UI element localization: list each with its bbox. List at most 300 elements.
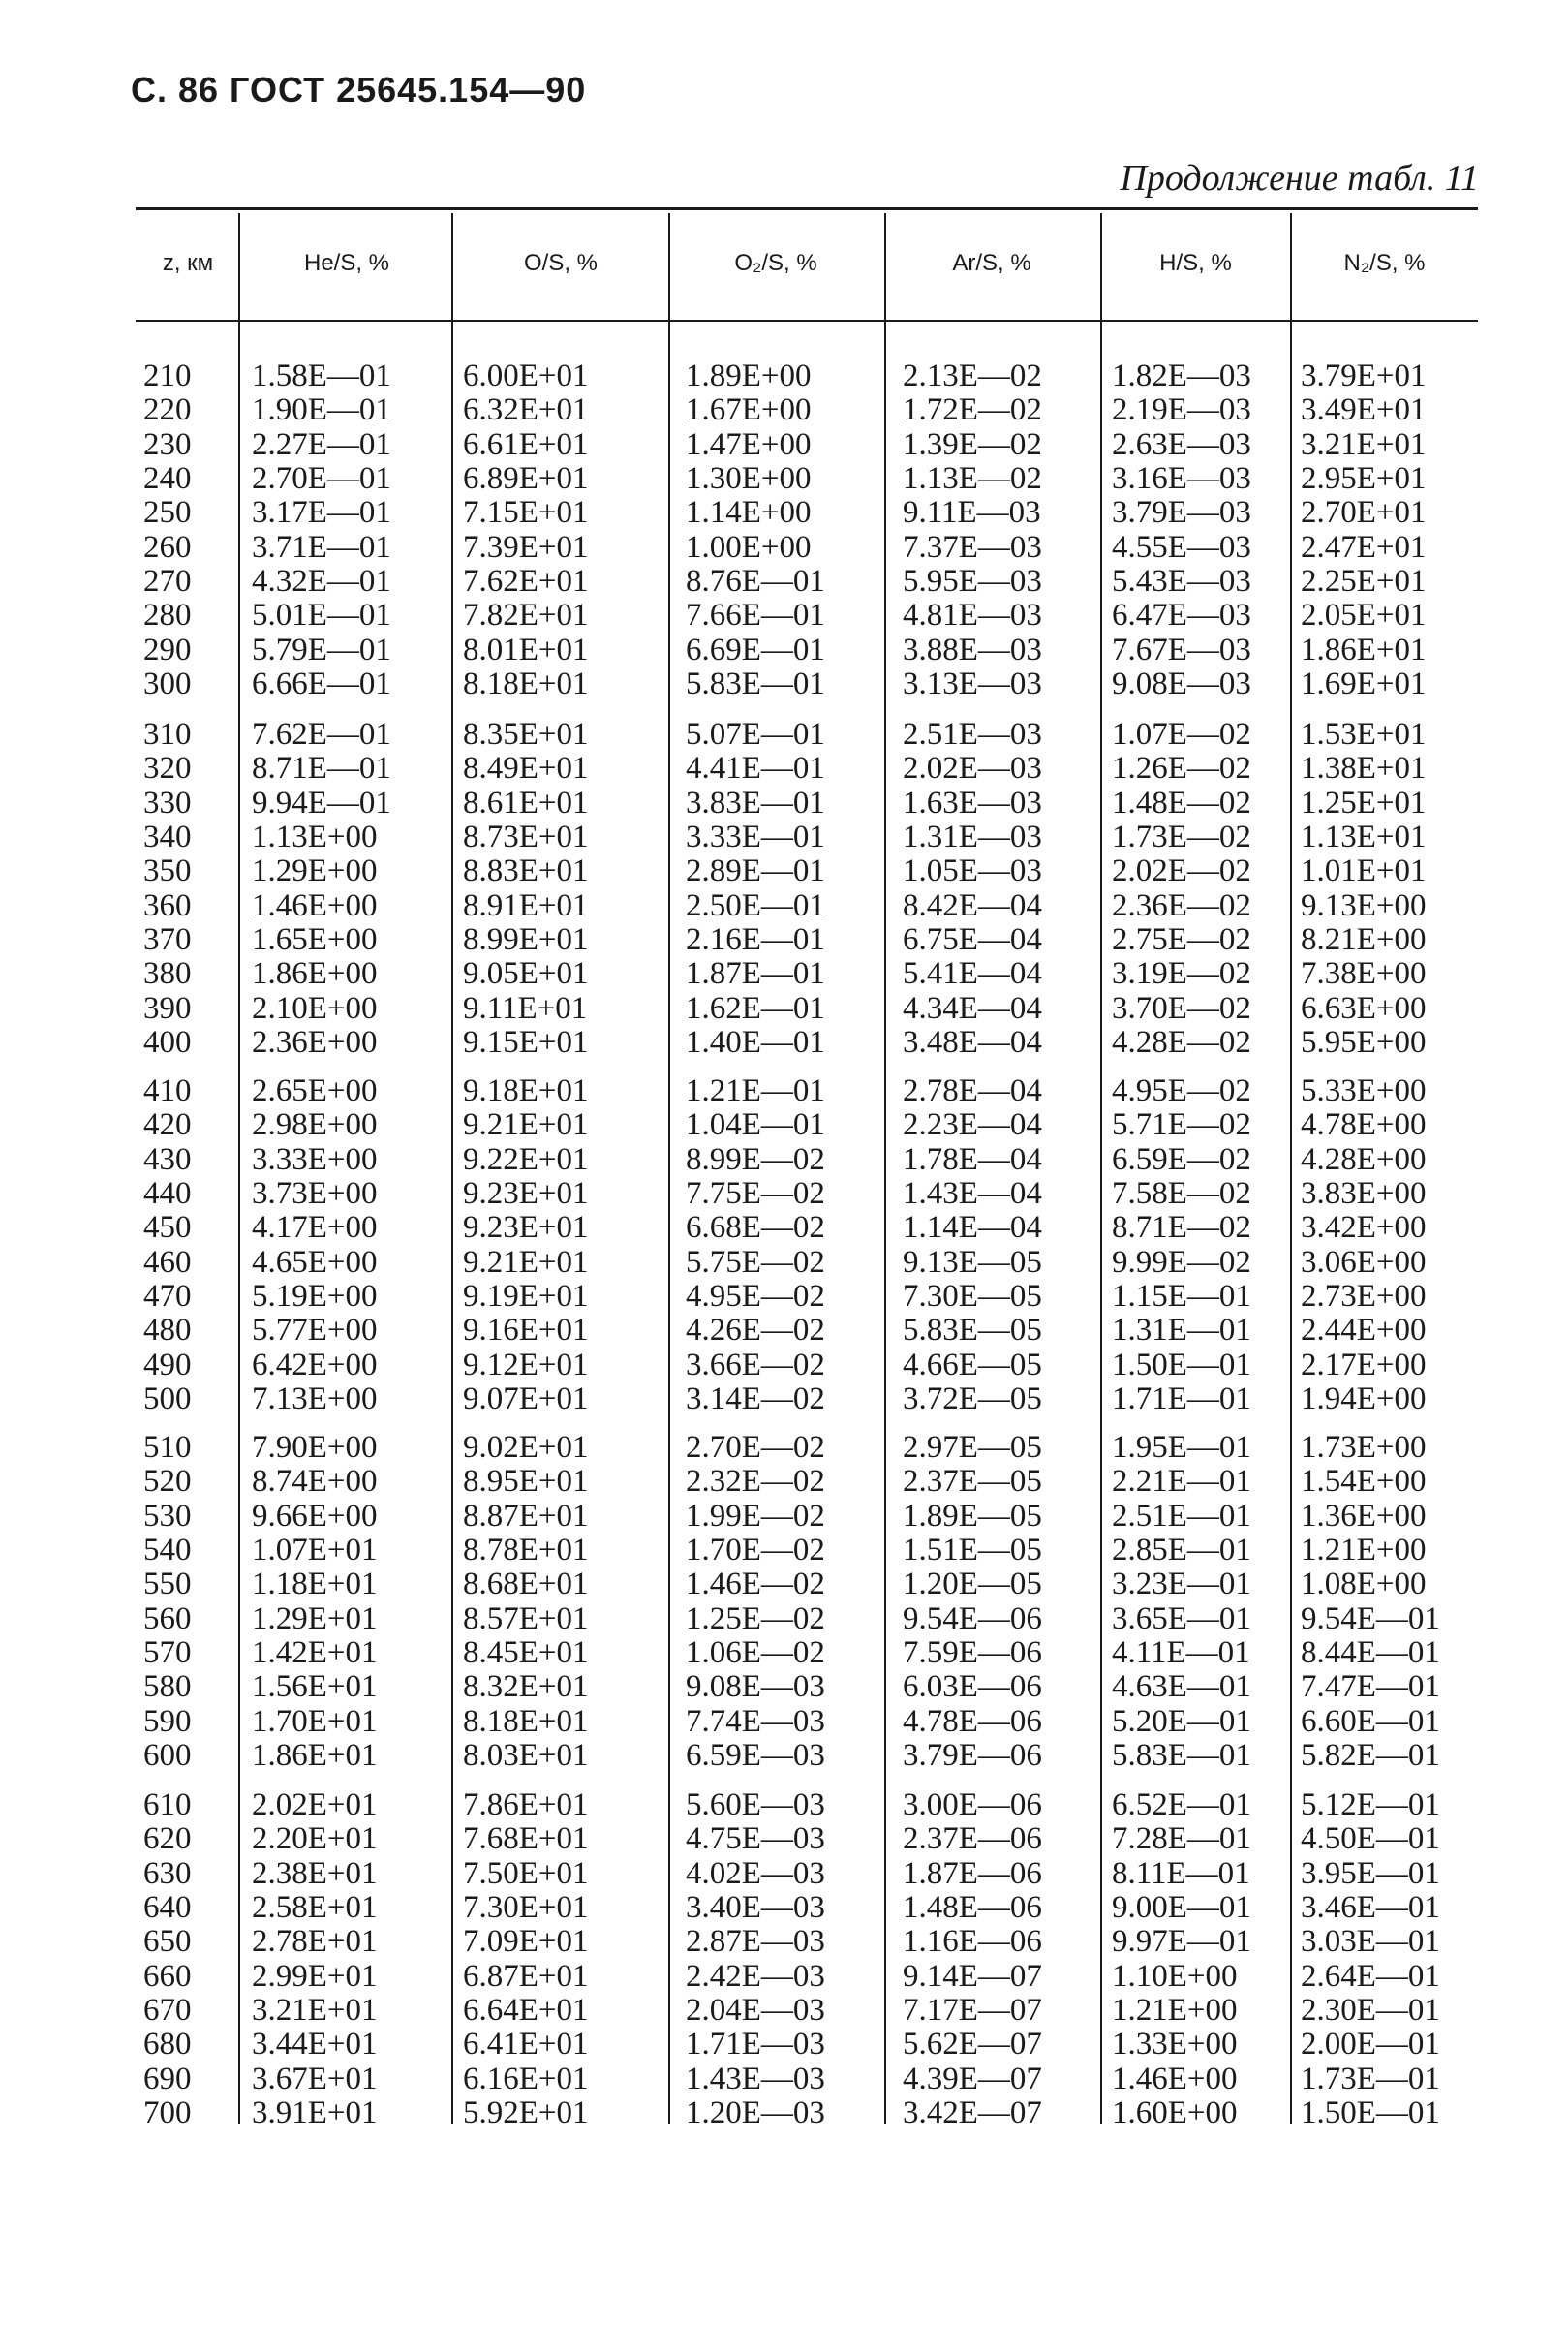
value-cell: 5.19E+00 <box>252 1279 378 1315</box>
value-cell: 5.62E—07 <box>903 2027 1042 2063</box>
value-cell: 2.97E—05 <box>903 1430 1042 1465</box>
column-divider <box>451 213 453 2124</box>
value-cell: 1.51E—05 <box>903 1533 1042 1568</box>
value-cell: 7.39E+01 <box>463 529 589 565</box>
value-cell: 3.40E—03 <box>686 1890 825 1926</box>
value-cell: 8.01E+01 <box>463 632 589 667</box>
column-divider <box>884 213 886 2124</box>
value-cell: 6.60E—01 <box>1301 1703 1440 1739</box>
value-cell: 1.90E—01 <box>252 392 391 428</box>
value-cell: 6.47E—03 <box>1112 598 1251 634</box>
value-cell: 1.06E—02 <box>686 1635 825 1671</box>
value-cell: 2.42E—03 <box>686 1958 825 1994</box>
value-cell: 9.99E—02 <box>1112 1244 1251 1280</box>
column-header: O/S, % <box>523 250 599 276</box>
value-cell: 1.46E+00 <box>1112 2061 1238 2096</box>
value-cell: 6.59E—03 <box>686 1738 825 1774</box>
value-cell: 1.04E—01 <box>686 1107 825 1143</box>
altitude-cell: 450 <box>143 1210 192 1246</box>
value-cell: 2.78E—04 <box>903 1073 1042 1108</box>
value-cell: 2.47E+01 <box>1301 529 1427 565</box>
value-cell: 4.17E+00 <box>252 1210 378 1246</box>
value-cell: 1.63E—03 <box>903 785 1042 821</box>
value-cell: 3.73E+00 <box>252 1176 378 1212</box>
value-cell: 1.43E—03 <box>686 2061 825 2096</box>
value-cell: 2.02E—03 <box>903 751 1042 787</box>
altitude-cell: 290 <box>143 632 192 667</box>
value-cell: 6.52E—01 <box>1112 1787 1251 1822</box>
value-cell: 1.21E+00 <box>1301 1533 1427 1568</box>
value-cell: 1.89E+00 <box>686 358 812 393</box>
altitude-cell: 560 <box>143 1600 192 1636</box>
value-cell: 1.30E+00 <box>686 461 812 497</box>
value-cell: 3.49E+01 <box>1301 392 1427 428</box>
value-cell: 5.83E—05 <box>903 1313 1042 1349</box>
value-cell: 8.95E+01 <box>463 1464 589 1500</box>
value-cell: 2.37E—06 <box>903 1821 1042 1857</box>
value-cell: 3.65E—01 <box>1112 1600 1251 1636</box>
value-cell: 1.13E—02 <box>903 461 1042 497</box>
value-cell: 2.51E—03 <box>903 717 1042 752</box>
value-cell: 5.07E—01 <box>686 717 825 752</box>
table-top-rule <box>136 207 1478 210</box>
value-cell: 2.89E—01 <box>686 853 825 889</box>
value-cell: 9.11E+01 <box>463 990 588 1026</box>
value-cell: 9.23E+01 <box>463 1210 589 1246</box>
value-cell: 8.76E—01 <box>686 564 825 600</box>
value-cell: 1.29E+00 <box>252 853 378 889</box>
column-divider <box>1100 213 1102 2124</box>
altitude-cell: 430 <box>143 1141 192 1177</box>
value-cell: 3.48E—04 <box>903 1025 1042 1061</box>
value-cell: 2.36E+00 <box>252 1025 378 1061</box>
value-cell: 7.47E—01 <box>1301 1669 1440 1705</box>
value-cell: 9.54E—01 <box>1301 1600 1440 1636</box>
value-cell: 4.66E—05 <box>903 1347 1042 1382</box>
value-cell: 2.37E—05 <box>903 1464 1042 1500</box>
value-cell: 1.48E—02 <box>1112 785 1251 821</box>
column-divider <box>238 213 240 2124</box>
altitude-cell: 640 <box>143 1890 192 1926</box>
value-cell: 1.70E+01 <box>252 1703 378 1739</box>
altitude-cell: 530 <box>143 1498 192 1534</box>
value-cell: 5.82E—01 <box>1301 1738 1440 1774</box>
value-cell: 2.70E+01 <box>1301 495 1427 531</box>
value-cell: 8.87E+01 <box>463 1498 589 1534</box>
column-header: Ar/S, % <box>952 250 1031 276</box>
altitude-cell: 660 <box>143 1958 192 1994</box>
altitude-cell: 250 <box>143 495 192 531</box>
value-cell: 3.79E—03 <box>1112 495 1251 531</box>
value-cell: 1.21E—01 <box>686 1073 825 1108</box>
value-cell: 7.90E+00 <box>252 1430 378 1465</box>
value-cell: 2.04E—03 <box>686 1993 825 2029</box>
value-cell: 9.11E—03 <box>903 495 1041 531</box>
altitude-cell: 230 <box>143 426 192 462</box>
column-header: He/S, % <box>303 250 390 276</box>
value-cell: 1.89E—05 <box>903 1498 1042 1534</box>
value-cell: 3.95E—01 <box>1301 1855 1440 1891</box>
value-cell: 2.21E—01 <box>1112 1464 1251 1500</box>
value-cell: 2.10E+00 <box>252 990 378 1026</box>
value-cell: 4.28E—02 <box>1112 1025 1251 1061</box>
value-cell: 2.25E+01 <box>1301 564 1427 600</box>
value-cell: 8.99E+01 <box>463 922 589 958</box>
value-cell: 3.42E—07 <box>903 2095 1042 2131</box>
altitude-cell: 300 <box>143 667 192 702</box>
value-cell: 6.16E+01 <box>463 2061 589 2096</box>
value-cell: 9.54E—06 <box>903 1600 1042 1636</box>
value-cell: 6.03E—06 <box>903 1669 1042 1705</box>
value-cell: 4.28E+00 <box>1301 1141 1427 1177</box>
value-cell: 3.67E+01 <box>252 2061 378 2096</box>
altitude-cell: 490 <box>143 1347 192 1382</box>
value-cell: 2.20E+01 <box>252 1821 378 1857</box>
value-cell: 2.05E+01 <box>1301 598 1427 634</box>
column-divider <box>668 213 670 2124</box>
value-cell: 7.13E+00 <box>252 1381 378 1417</box>
altitude-cell: 470 <box>143 1279 192 1315</box>
altitude-cell: 390 <box>143 990 192 1026</box>
value-cell: 1.60E+00 <box>1112 2095 1238 2131</box>
value-cell: 8.61E+01 <box>463 785 589 821</box>
value-cell: 1.46E—02 <box>686 1567 825 1602</box>
value-cell: 8.91E+01 <box>463 887 589 923</box>
value-cell: 7.86E+01 <box>463 1787 589 1822</box>
column-header: N₂/S, % <box>1343 250 1426 276</box>
value-cell: 7.17E—07 <box>903 1993 1042 2029</box>
value-cell: 9.14E—07 <box>903 1958 1042 1994</box>
altitude-cell: 610 <box>143 1787 192 1822</box>
value-cell: 1.82E—03 <box>1112 358 1251 393</box>
value-cell: 1.05E—03 <box>903 853 1042 889</box>
value-cell: 6.42E+00 <box>252 1347 378 1382</box>
value-cell: 8.78E+01 <box>463 1533 589 1568</box>
value-cell: 1.20E—05 <box>903 1567 1042 1602</box>
value-cell: 5.12E—01 <box>1301 1787 1440 1822</box>
value-cell: 1.26E—02 <box>1112 751 1251 787</box>
value-cell: 8.03E+01 <box>463 1738 589 1774</box>
column-divider <box>1290 213 1292 2124</box>
value-cell: 8.11E—01 <box>1112 1855 1250 1891</box>
altitude-cell: 570 <box>143 1635 192 1671</box>
value-cell: 1.99E—02 <box>686 1498 825 1534</box>
page-header: С. 86 ГОСТ 25645.154—90 <box>131 70 587 109</box>
value-cell: 9.05E+01 <box>463 956 589 992</box>
value-cell: 3.46E—01 <box>1301 1890 1440 1926</box>
value-cell: 9.00E—01 <box>1112 1890 1251 1926</box>
value-cell: 7.30E—05 <box>903 1279 1042 1315</box>
value-cell: 4.02E—03 <box>686 1855 825 1891</box>
value-cell: 1.16E—06 <box>903 1924 1042 1960</box>
altitude-cell: 220 <box>143 392 192 428</box>
value-cell: 7.37E—03 <box>903 529 1042 565</box>
altitude-cell: 350 <box>143 853 192 889</box>
value-cell: 4.75E—03 <box>686 1821 825 1857</box>
value-cell: 1.15E—01 <box>1112 1279 1251 1315</box>
column-header: z, км <box>162 250 214 276</box>
value-cell: 1.53E+01 <box>1301 717 1427 752</box>
table-header-rule <box>136 320 1478 322</box>
value-cell: 7.15E+01 <box>463 495 589 531</box>
value-cell: 8.49E+01 <box>463 751 589 787</box>
value-cell: 2.44E+00 <box>1301 1313 1427 1349</box>
value-cell: 2.02E+01 <box>252 1787 378 1822</box>
value-cell: 9.21E+01 <box>463 1244 589 1280</box>
value-cell: 2.19E—03 <box>1112 392 1251 428</box>
value-cell: 8.73E+01 <box>463 820 589 855</box>
value-cell: 1.25E+01 <box>1301 785 1427 821</box>
value-cell: 6.59E—02 <box>1112 1141 1251 1177</box>
value-cell: 5.60E—03 <box>686 1787 825 1822</box>
value-cell: 7.59E—06 <box>903 1635 1042 1671</box>
value-cell: 8.42E—04 <box>903 887 1042 923</box>
value-cell: 4.55E—03 <box>1112 529 1251 565</box>
value-cell: 9.97E—01 <box>1112 1924 1251 1960</box>
value-cell: 2.32E—02 <box>686 1464 825 1500</box>
value-cell: 9.94E—01 <box>252 785 391 821</box>
value-cell: 1.78E—04 <box>903 1141 1042 1177</box>
altitude-cell: 700 <box>143 2095 192 2131</box>
value-cell: 3.21E+01 <box>252 1993 378 2029</box>
value-cell: 4.95E—02 <box>686 1279 825 1315</box>
value-cell: 8.45E+01 <box>463 1635 589 1671</box>
value-cell: 3.91E+01 <box>252 2095 378 2131</box>
value-cell: 1.87E—01 <box>686 956 825 992</box>
value-cell: 6.61E+01 <box>463 426 589 462</box>
altitude-cell: 440 <box>143 1176 192 1212</box>
altitude-cell: 310 <box>143 717 192 752</box>
value-cell: 8.18E+01 <box>463 1703 589 1739</box>
value-cell: 3.66E—02 <box>686 1347 825 1382</box>
column-header: O₂/S, % <box>734 250 817 276</box>
value-cell: 6.64E+01 <box>463 1993 589 2029</box>
value-cell: 6.87E+01 <box>463 1958 589 1994</box>
value-cell: 5.92E+01 <box>463 2095 589 2131</box>
value-cell: 7.68E+01 <box>463 1821 589 1857</box>
value-cell: 5.20E—01 <box>1112 1703 1251 1739</box>
value-cell: 3.71E—01 <box>252 529 391 565</box>
value-cell: 2.95E+01 <box>1301 461 1427 497</box>
altitude-cell: 410 <box>143 1073 192 1108</box>
value-cell: 3.17E—01 <box>252 495 391 531</box>
value-cell: 2.13E—02 <box>903 358 1042 393</box>
altitude-cell: 480 <box>143 1313 192 1349</box>
value-cell: 1.07E—02 <box>1112 717 1251 752</box>
value-cell: 1.14E+00 <box>686 495 812 531</box>
value-cell: 5.75E—02 <box>686 1244 825 1280</box>
value-cell: 6.68E—02 <box>686 1210 825 1246</box>
value-cell: 3.23E—01 <box>1112 1567 1251 1602</box>
value-cell: 3.79E—06 <box>903 1738 1042 1774</box>
value-cell: 2.73E+00 <box>1301 1279 1427 1315</box>
value-cell: 2.78E+01 <box>252 1924 378 1960</box>
value-cell: 4.81E—03 <box>903 598 1042 634</box>
value-cell: 3.44E+01 <box>252 2027 378 2063</box>
value-cell: 1.94E+00 <box>1301 1381 1427 1417</box>
table-continuation-label: Продолжение табл. 11 <box>1120 158 1479 199</box>
value-cell: 7.62E+01 <box>463 564 589 600</box>
value-cell: 5.43E—03 <box>1112 564 1251 600</box>
value-cell: 4.34E—04 <box>903 990 1042 1026</box>
value-cell: 1.14E—04 <box>903 1210 1042 1246</box>
value-cell: 1.56E+01 <box>252 1669 378 1705</box>
value-cell: 7.28E—01 <box>1112 1821 1251 1857</box>
altitude-cell: 320 <box>143 751 192 787</box>
value-cell: 1.42E+01 <box>252 1635 378 1671</box>
value-cell: 8.21E+00 <box>1301 922 1427 958</box>
value-cell: 2.51E—01 <box>1112 1498 1251 1534</box>
altitude-cell: 340 <box>143 820 192 855</box>
value-cell: 1.71E—01 <box>1112 1381 1251 1417</box>
value-cell: 5.41E—04 <box>903 956 1042 992</box>
value-cell: 7.67E—03 <box>1112 632 1251 667</box>
value-cell: 6.00E+01 <box>463 358 589 393</box>
value-cell: 4.11E—01 <box>1112 1635 1250 1671</box>
value-cell: 1.00E+00 <box>686 529 812 565</box>
value-cell: 4.32E—01 <box>252 564 391 600</box>
value-cell: 9.13E+00 <box>1301 887 1427 923</box>
value-cell: 9.13E—05 <box>903 1244 1042 1280</box>
value-cell: 1.58E—01 <box>252 358 391 393</box>
value-cell: 6.75E—04 <box>903 922 1042 958</box>
value-cell: 4.26E—02 <box>686 1313 825 1349</box>
value-cell: 4.78E+00 <box>1301 1107 1427 1143</box>
altitude-cell: 360 <box>143 887 192 923</box>
value-cell: 5.95E+00 <box>1301 1025 1427 1061</box>
value-cell: 1.01E+01 <box>1301 853 1427 889</box>
value-cell: 9.08E—03 <box>1112 667 1251 702</box>
value-cell: 3.70E—02 <box>1112 990 1251 1026</box>
value-cell: 5.01E—01 <box>252 598 391 634</box>
value-cell: 3.14E—02 <box>686 1381 825 1417</box>
value-cell: 8.68E+01 <box>463 1567 589 1602</box>
value-cell: 3.83E+00 <box>1301 1176 1427 1212</box>
value-cell: 2.58E+01 <box>252 1890 378 1926</box>
value-cell: 2.38E+01 <box>252 1855 378 1891</box>
altitude-cell: 550 <box>143 1567 192 1602</box>
value-cell: 1.33E+00 <box>1112 2027 1238 2063</box>
value-cell: 1.29E+01 <box>252 1600 378 1636</box>
value-cell: 9.02E+01 <box>463 1430 589 1465</box>
value-cell: 1.54E+00 <box>1301 1464 1427 1500</box>
value-cell: 3.16E—03 <box>1112 461 1251 497</box>
value-cell: 8.71E—02 <box>1112 1210 1251 1246</box>
value-cell: 2.64E—01 <box>1301 1958 1440 1994</box>
value-cell: 5.83E—01 <box>1112 1738 1251 1774</box>
value-cell: 2.87E—03 <box>686 1924 825 1960</box>
value-cell: 1.86E+01 <box>252 1738 378 1774</box>
value-cell: 1.13E+01 <box>1301 820 1427 855</box>
altitude-cell: 270 <box>143 564 192 600</box>
value-cell: 1.87E—06 <box>903 1855 1042 1891</box>
value-cell: 9.15E+01 <box>463 1025 589 1061</box>
value-cell: 7.58E—02 <box>1112 1176 1251 1212</box>
value-cell: 1.65E+00 <box>252 922 378 958</box>
value-cell: 9.08E—03 <box>686 1669 825 1705</box>
value-cell: 2.70E—01 <box>252 461 391 497</box>
value-cell: 9.22E+01 <box>463 1141 589 1177</box>
value-cell: 3.83E—01 <box>686 785 825 821</box>
altitude-cell: 600 <box>143 1738 192 1774</box>
value-cell: 3.19E—02 <box>1112 956 1251 992</box>
value-cell: 1.70E—02 <box>686 1533 825 1568</box>
altitude-cell: 260 <box>143 529 192 565</box>
value-cell: 8.44E—01 <box>1301 1635 1440 1671</box>
altitude-cell: 580 <box>143 1669 192 1705</box>
value-cell: 2.99E+01 <box>252 1958 378 1994</box>
value-cell: 5.79E—01 <box>252 632 391 667</box>
value-cell: 7.30E+01 <box>463 1890 589 1926</box>
value-cell: 2.16E—01 <box>686 922 825 958</box>
altitude-cell: 590 <box>143 1703 192 1739</box>
value-cell: 1.13E+00 <box>252 820 378 855</box>
value-cell: 3.72E—05 <box>903 1381 1042 1417</box>
value-cell: 1.10E+00 <box>1112 1958 1238 1994</box>
value-cell: 2.75E—02 <box>1112 922 1251 958</box>
altitude-cell: 400 <box>143 1025 192 1061</box>
value-cell: 7.82E+01 <box>463 598 589 634</box>
value-cell: 4.95E—02 <box>1112 1073 1251 1108</box>
value-cell: 3.06E+00 <box>1301 1244 1427 1280</box>
altitude-cell: 620 <box>143 1821 192 1857</box>
value-cell: 4.50E—01 <box>1301 1821 1440 1857</box>
value-cell: 5.83E—01 <box>686 667 825 702</box>
altitude-cell: 670 <box>143 1993 192 2029</box>
value-cell: 5.33E+00 <box>1301 1073 1427 1108</box>
value-cell: 1.62E—01 <box>686 990 825 1026</box>
value-cell: 9.12E+01 <box>463 1347 589 1382</box>
altitude-cell: 650 <box>143 1924 192 1960</box>
value-cell: 8.74E+00 <box>252 1464 378 1500</box>
value-cell: 1.20E—03 <box>686 2095 825 2131</box>
value-cell: 4.63E—01 <box>1112 1669 1251 1705</box>
value-cell: 4.78E—06 <box>903 1703 1042 1739</box>
value-cell: 9.18E+01 <box>463 1073 589 1108</box>
value-cell: 3.42E+00 <box>1301 1210 1427 1246</box>
value-cell: 3.33E—01 <box>686 820 825 855</box>
value-cell: 7.75E—02 <box>686 1176 825 1212</box>
value-cell: 1.18E+01 <box>252 1567 378 1602</box>
value-cell: 1.50E—01 <box>1112 1347 1251 1382</box>
value-cell: 8.99E—02 <box>686 1141 825 1177</box>
value-cell: 1.31E—03 <box>903 820 1042 855</box>
value-cell: 1.25E—02 <box>686 1600 825 1636</box>
value-cell: 9.23E+01 <box>463 1176 589 1212</box>
value-cell: 3.88E—03 <box>903 632 1042 667</box>
value-cell: 5.77E+00 <box>252 1313 378 1349</box>
value-cell: 3.03E—01 <box>1301 1924 1440 1960</box>
value-cell: 1.73E—01 <box>1301 2061 1440 2096</box>
value-cell: 1.39E—02 <box>903 426 1042 462</box>
value-cell: 7.74E—03 <box>686 1703 825 1739</box>
value-cell: 1.46E+00 <box>252 887 378 923</box>
value-cell: 1.86E+00 <box>252 956 378 992</box>
value-cell: 8.57E+01 <box>463 1600 589 1636</box>
value-cell: 6.32E+01 <box>463 392 589 428</box>
value-cell: 1.40E—01 <box>686 1025 825 1061</box>
value-cell: 9.16E+01 <box>463 1313 589 1349</box>
value-cell: 6.41E+01 <box>463 2027 589 2063</box>
altitude-cell: 680 <box>143 2027 192 2063</box>
altitude-cell: 210 <box>143 358 192 393</box>
value-cell: 7.38E+00 <box>1301 956 1427 992</box>
value-cell: 8.71E—01 <box>252 751 391 787</box>
altitude-cell: 330 <box>143 785 192 821</box>
value-cell: 1.72E—02 <box>903 392 1042 428</box>
value-cell: 1.07E+01 <box>252 1533 378 1568</box>
value-cell: 1.71E—03 <box>686 2027 825 2063</box>
